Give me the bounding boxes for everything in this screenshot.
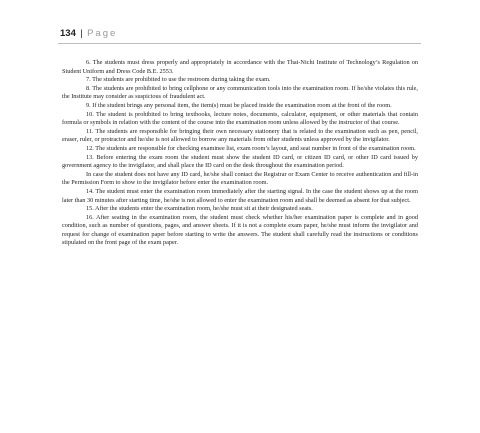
paragraph-rule-6: 6. The students must dress properly and appropriately in accordance with the Thai-Nichi Institute of Technology’s Regulation on Student Uniform and Dress Code B.E. 2553. — [62, 59, 418, 75]
paragraph-rule-13-note: In case the student does not have any ID card, he/she shall contact the Registrar or Exam Center to receive authentication and fill-in the Permission Form to show to the invigilator before enter the examination room. — [62, 170, 418, 187]
page-number: 134 — [60, 28, 76, 39]
document-body — [62, 59, 418, 248]
paragraph-rule-10: 10. The student is prohibited to bring textbooks, lecture notes, documents, calculator, equipment, or other materials that contain formula or symbols in relation with the content of the course into the examination room unless allowed by the instructor of that course. — [62, 110, 418, 127]
paragraph-rule-16: 16. After seating in the examination room, the student must check whether his/her examination paper is complete and in good condition, such as number of questions, pages, and answer sheets. If it is not a complete exam paper, he/she must inform the invigilator and request for change of examination paper before starting to write the answers. The student shall carefully read the instructions or conditions stipulated on the front page of the exam paper. — [62, 213, 418, 247]
paragraph-rule-7: 7. The students are prohibited to use the restroom during taking the exam. — [86, 76, 271, 84]
paragraph-rule-11: 11. The students are responsible for bringing their own necessary stationery that is related to the examination such as pen, pencil, eraser, ruler, or protractor and he/she is not allowed to borrow any materials from other students unless approved by the invigilator. — [62, 127, 418, 144]
paragraph-rule-8: 8. The students are prohibited to bring cellphone or any communication tools into the examination room. If he/she violates this rule, the Institute may consider as suspicious of fraudulent act. — [62, 84, 418, 101]
paragraph-rule-9: 9. If the student brings any personal item, the item(s) must be placed inside the examination room at the front of the room. — [86, 101, 392, 109]
paragraph-rule-12: 12. The students are responsible for checking examinee list, exam room’s layout, and seat number in front of the examination room. — [86, 144, 416, 152]
page-label: Page — [87, 28, 118, 39]
header-separator: | — [80, 28, 83, 39]
paragraph-rule-15: 15. After the students enter the examination room, he/she must sit at their designated seats. — [86, 205, 313, 213]
paragraph-rule-14: 14. The student must enter the examination room immediately after the starting signal. In the case the student shows up at the room later than 30 minutes after starting time, he/she is not allowed to enter the examination room and shall be deemed as absent for that subject. — [62, 187, 418, 204]
header-divider — [58, 43, 421, 44]
paragraph-rule-13: 13. Before entering the exam room the student must show the student ID card, or citizen ID card, or other ID card issued by government agency to the invigilator, and shall place the ID card on the desk throughout the examination period. — [62, 153, 418, 170]
page-header — [60, 28, 117, 39]
